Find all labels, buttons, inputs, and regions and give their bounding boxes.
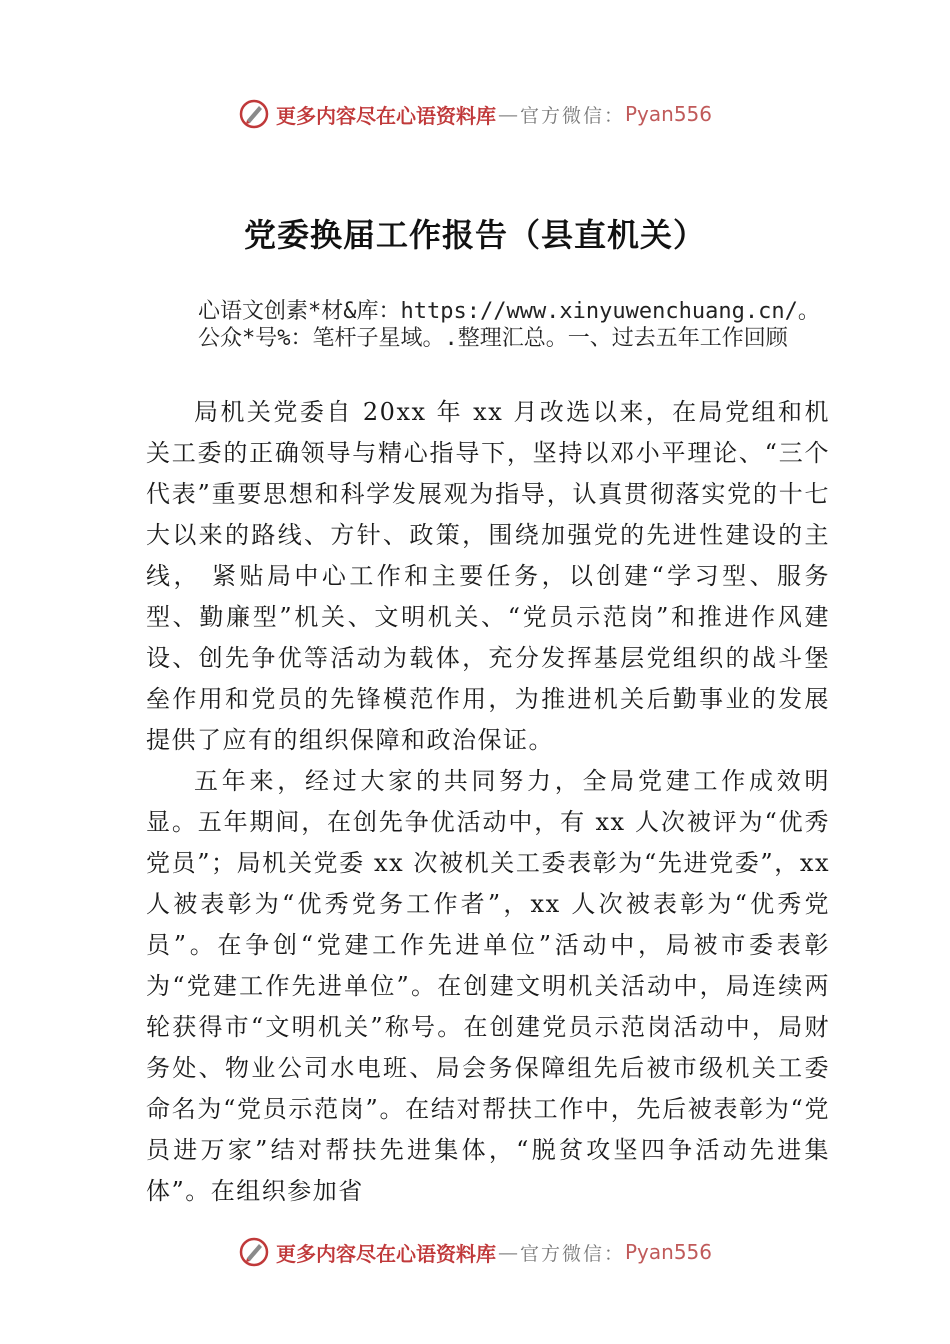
- header-banner: [0, 94, 950, 134]
- paragraph: 五年来，经过大家的共同努力，全局党建工作成效明显。五年期间，在创先争优活动中，有 xx 人次被评为“优秀党员”；局机关党委 xx 次被机关工委表彰为“先进党委”，xx 人被表彰为“优秀党务工作者”，xx 人次被表彰为“优秀党员”。在争创“党建工作先进单位”活动中，局被市委表彰为“党建工作先进单位”。在创建文明机关活动中，局连续两轮获得市“文明机关”称号。在创建党员示范岗活动中，局财务处、物业公司水电班、局会务保障组先后被市级机关工委命名为“党员示范岗”。在结对帮扶工作中，先后被表彰为“党员进万家”结对帮扶先进集体，“脱贫攻坚四争活动先进集体”。在组织参加省: [146, 767, 830, 1205]
- source-line: 心语文创素*材&库：https://www.xinyuwenchuang.cn/。公众*号%：笔杆子星域。.整理汇总。一、过去五年工作回顾: [198, 299, 820, 351]
- banner-label: 官方微信：: [519, 104, 625, 127]
- banner-wechat-id: Pyan556: [625, 1240, 713, 1264]
- banner-dash: —: [497, 102, 518, 126]
- banner-wechat-id: Pyan556: [625, 102, 713, 126]
- pen-logo-icon: [238, 98, 270, 130]
- banner-label: 官方微信：: [519, 1242, 625, 1265]
- pen-logo-icon: [238, 1236, 270, 1268]
- banner-dash: —: [497, 1240, 518, 1264]
- document-title: 党委换届工作报告（县直机关）: [243, 216, 706, 254]
- banner-main-text: 更多内容尽在心语资料库: [275, 103, 496, 128]
- footer-banner: [0, 1232, 950, 1272]
- banner-main-text: 更多内容尽在心语资料库: [275, 1241, 496, 1266]
- document-body: [146, 392, 830, 1212]
- paragraph: 局机关党委自 20xx 年 xx 月改选以来，在局党组和机关工委的正确领导与精心指导下，坚持以邓小平理论、“三个代表”重要思想和科学发展观为指导，认真贯彻落实党的十七大以来的路线、方针、政策，围绕加强党的先进性建设的主线， 紧贴局中心工作和主要任务，以创建“学习型、服务型、勤廉型”机关、文明机关、“党员示范岗”和推进作风建设、创先争优等活动为载体，充分发挥基层党组织的战斗堡垒作用和党员的先锋模范作用，为推进机关后勤事业的发展提供了应有的组织保障和政治保证。: [146, 398, 830, 754]
